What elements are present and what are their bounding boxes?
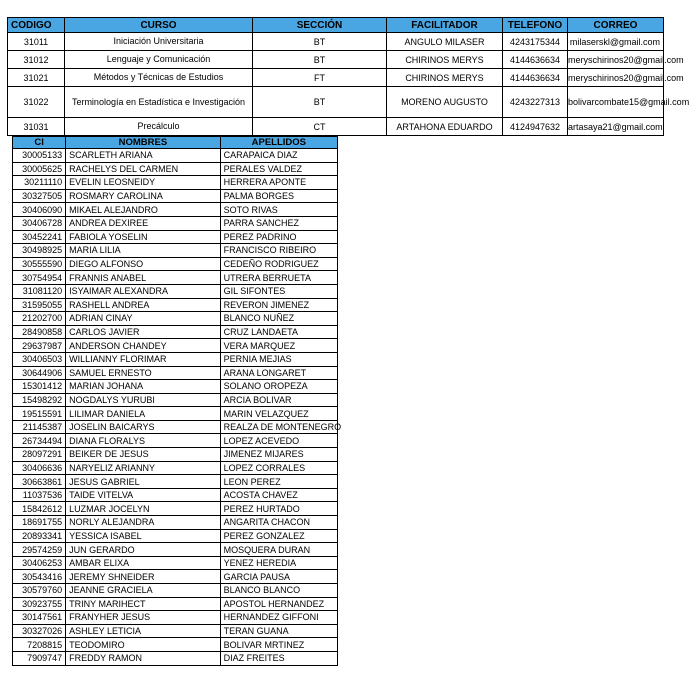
student-nombres: AMBAR ELIXA: [66, 556, 220, 570]
student-ci: 30406728: [13, 216, 66, 230]
student-row: [13, 461, 338, 475]
student-nombres: TRINY MARIHECT: [66, 597, 220, 611]
course-row: [8, 87, 664, 118]
student-apellidos: MARIN VELAZQUEZ: [220, 407, 337, 421]
student-ci: 18691755: [13, 516, 66, 530]
student-nombres: MIKAEL ALEJANDRO: [66, 203, 220, 217]
student-row: [13, 516, 338, 530]
student-nombres: TEODOMIRO: [66, 638, 220, 652]
student-row: [13, 556, 338, 570]
student-nombres: RASHELL ANDREA: [66, 298, 220, 312]
student-apellidos: CRUZ LANDAETA: [220, 325, 337, 339]
student-apellidos: HERRERA APONTE: [220, 176, 337, 190]
student-nombres: CARLOS JAVIER: [66, 325, 220, 339]
student-ci: 15498292: [13, 393, 66, 407]
course-seccion: BT: [253, 51, 387, 69]
student-apellidos: APOSTOL HERNANDEZ: [220, 597, 337, 611]
student-apellidos: FRANCISCO RIBEIRO: [220, 244, 337, 258]
student-nombres: NORLY ALEJANDRA: [66, 516, 220, 530]
student-nombres: SCARLETH ARIANA: [66, 149, 220, 163]
student-apellidos: SOTO RIVAS: [220, 203, 337, 217]
student-nombres: DIANA FLORALYS: [66, 434, 220, 448]
student-row: [13, 475, 338, 489]
course-codigo: 31031: [8, 118, 65, 136]
student-ci: 30663861: [13, 475, 66, 489]
student-row: [13, 271, 338, 285]
student-row: [13, 448, 338, 462]
course-codigo: 31021: [8, 69, 65, 87]
student-ci: 29637987: [13, 339, 66, 353]
student-nombres: FREDDY RAMON: [66, 651, 220, 665]
student-row: [13, 393, 338, 407]
student-nombres: MARIAN JOHANA: [66, 380, 220, 394]
student-nombres: JOSELIN BAICARYS: [66, 420, 220, 434]
student-nombres: RACHELYS DEL CARMEN: [66, 162, 220, 176]
student-nombres: FRANYHER JESUS: [66, 611, 220, 625]
student-apellidos: PERALES VALDEZ: [220, 162, 337, 176]
student-row: [13, 216, 338, 230]
student-row: [13, 298, 338, 312]
student-row: [13, 312, 338, 326]
course-correo: artasaya21@gmail.com: [568, 118, 664, 136]
student-ci: 30005133: [13, 149, 66, 163]
student-ci: 30543416: [13, 570, 66, 584]
student-apellidos: GIL SIFONTES: [220, 284, 337, 298]
student-row: [13, 149, 338, 163]
student-apellidos: CEDEÑO RODRIGUEZ: [220, 257, 337, 271]
header-telefono: TELEFONO: [503, 18, 568, 33]
student-nombres: SAMUEL ERNESTO: [66, 366, 220, 380]
student-apellidos: BLANCO BLANCO: [220, 584, 337, 598]
student-row: [13, 420, 338, 434]
course-telefono: 4144636634: [503, 51, 568, 69]
student-row: [13, 189, 338, 203]
student-row: [13, 230, 338, 244]
student-apellidos: ARCIA BOLIVAR: [220, 393, 337, 407]
student-apellidos: UTRERA BERRUETA: [220, 271, 337, 285]
student-row: [13, 638, 338, 652]
student-nombres: LUZMAR JOCELYN: [66, 502, 220, 516]
student-row: [13, 570, 338, 584]
student-row: [13, 488, 338, 502]
student-nombres: NOGDALYS YURUBI: [66, 393, 220, 407]
student-apellidos: PEREZ HURTADO: [220, 502, 337, 516]
student-ci: 30923755: [13, 597, 66, 611]
student-nombres: YESSICA ISABEL: [66, 529, 220, 543]
student-ci: 30406090: [13, 203, 66, 217]
header-seccion: SECCIÓN: [253, 18, 387, 33]
student-ci: 7909747: [13, 651, 66, 665]
course-telefono: 4243175344: [503, 33, 568, 51]
student-apellidos: HERNANDEZ GIFFONI: [220, 611, 337, 625]
student-row: [13, 366, 338, 380]
student-row: [13, 325, 338, 339]
course-header-row: [8, 18, 664, 33]
student-ci: 30406503: [13, 352, 66, 366]
course-curso: Precálculo: [65, 118, 253, 136]
student-apellidos: ANGARITA CHACON: [220, 516, 337, 530]
student-ci: 30644906: [13, 366, 66, 380]
course-correo: bolivarcombate15@gmail.com: [568, 87, 664, 118]
student-apellidos: PARRA SANCHEZ: [220, 216, 337, 230]
student-apellidos: MOSQUERA DURAN: [220, 543, 337, 557]
student-nombres: JEREMY SHNEIDER: [66, 570, 220, 584]
course-correo: milaserskl@gmail.com: [568, 33, 664, 51]
student-ci: 30005625: [13, 162, 66, 176]
student-nombres: FRANNIS ANABEL: [66, 271, 220, 285]
course-correo: meryschirinos20@gmail.com: [568, 69, 664, 87]
student-ci: 30147561: [13, 611, 66, 625]
student-nombres: ANDREA DEXIREE: [66, 216, 220, 230]
student-nombres: ADRIAN CINAY: [66, 312, 220, 326]
student-nombres: MARIA LILIA: [66, 244, 220, 258]
student-apellidos: PEREZ PADRINO: [220, 230, 337, 244]
student-apellidos: SOLANO OROPEZA: [220, 380, 337, 394]
student-nombres: ROSMARY CAROLINA: [66, 189, 220, 203]
student-row: [13, 624, 338, 638]
student-ci: 30555590: [13, 257, 66, 271]
student-apellidos: GARCIA PAUSA: [220, 570, 337, 584]
student-apellidos: BLANCO NUÑEZ: [220, 312, 337, 326]
student-row: [13, 651, 338, 665]
student-ci: 30406253: [13, 556, 66, 570]
student-ci: 31081120: [13, 284, 66, 298]
student-apellidos: ARANA LONGARET: [220, 366, 337, 380]
student-row: [13, 339, 338, 353]
course-facilitador: ANGULO MILASER: [387, 33, 503, 51]
student-ci: 30754954: [13, 271, 66, 285]
course-telefono: 4124947632: [503, 118, 568, 136]
header-apellidos: APELLIDOS: [220, 137, 337, 149]
student-row: [13, 543, 338, 557]
course-seccion: BT: [253, 87, 387, 118]
student-row: [13, 611, 338, 625]
student-nombres: FABIOLA YOSELIN: [66, 230, 220, 244]
student-ci: 28490858: [13, 325, 66, 339]
course-codigo: 31011: [8, 33, 65, 51]
student-ci: 19515591: [13, 407, 66, 421]
course-facilitador: MORENO AUGUSTO: [387, 87, 503, 118]
course-seccion: BT: [253, 33, 387, 51]
student-nombres: LILIMAR DANIELA: [66, 407, 220, 421]
course-correo: meryschirinos20@gmail.com: [568, 51, 664, 69]
course-table: [7, 17, 689, 136]
course-codigo: 31012: [8, 51, 65, 69]
student-ci: 29574259: [13, 543, 66, 557]
student-nombres: ANDERSON CHANDEY: [66, 339, 220, 353]
student-nombres: JEANNE GRACIELA: [66, 584, 220, 598]
student-row: [13, 434, 338, 448]
student-apellidos: PALMA BORGES: [220, 189, 337, 203]
student-apellidos: BOLIVAR MRTINEZ: [220, 638, 337, 652]
student-row: [13, 176, 338, 190]
header-facilitador: FACILITADOR: [387, 18, 503, 33]
student-ci: 30406636: [13, 461, 66, 475]
student-header-row: [13, 137, 338, 149]
student-row: [13, 502, 338, 516]
course-curso: Lenguaje y Comunicación: [65, 51, 253, 69]
student-ci: 7208815: [13, 638, 66, 652]
student-apellidos: LEON PEREZ: [220, 475, 337, 489]
student-table: [12, 136, 342, 666]
course-row: [8, 69, 664, 87]
student-row: [13, 529, 338, 543]
student-nombres: NARYELIZ ARIANNY: [66, 461, 220, 475]
student-nombres: TAIDE VITELVA: [66, 488, 220, 502]
student-apellidos: PEREZ GONZALEZ: [220, 529, 337, 543]
header-codigo: CODIGO: [8, 18, 65, 33]
student-ci: 28097291: [13, 448, 66, 462]
student-nombres: EVELIN LEOSNEIDY: [66, 176, 220, 190]
student-row: [13, 380, 338, 394]
student-ci: 21202700: [13, 312, 66, 326]
student-nombres: ISYAIMAR ALEXANDRA: [66, 284, 220, 298]
student-ci: 31595055: [13, 298, 66, 312]
student-nombres: JUN GERARDO: [66, 543, 220, 557]
student-row: [13, 257, 338, 271]
course-facilitador: ARTAHONA EDUARDO: [387, 118, 503, 136]
student-nombres: DIEGO ALFONSO: [66, 257, 220, 271]
student-apellidos: JIMENEZ MIJARES: [220, 448, 337, 462]
course-curso: Terminología en Estadística e Investigación: [65, 87, 253, 118]
student-ci: 20893341: [13, 529, 66, 543]
student-apellidos: ACOSTA CHAVEZ: [220, 488, 337, 502]
student-ci: 30579760: [13, 584, 66, 598]
student-ci: 15301412: [13, 380, 66, 394]
course-facilitador: CHIRINOS MERYS: [387, 69, 503, 87]
student-row: [13, 203, 338, 217]
course-curso: Métodos y Técnicas de Estudios: [65, 69, 253, 87]
student-ci: 11037536: [13, 488, 66, 502]
student-apellidos: PERNIA MEJIAS: [220, 352, 337, 366]
student-row: [13, 244, 338, 258]
student-nombres: ASHLEY LETICIA: [66, 624, 220, 638]
student-ci: 30327026: [13, 624, 66, 638]
student-apellidos: DIAZ FREITES: [220, 651, 337, 665]
student-nombres: WILLIANNY FLORIMAR: [66, 352, 220, 366]
course-row: [8, 33, 664, 51]
student-apellidos: REALZA DE MONTENEGRO: [220, 420, 337, 434]
student-apellidos: VERA MARQUEZ: [220, 339, 337, 353]
student-ci: 30327505: [13, 189, 66, 203]
header-correo: CORREO: [568, 18, 664, 33]
course-telefono: 4144636634: [503, 69, 568, 87]
student-ci: 26734494: [13, 434, 66, 448]
course-row: [8, 51, 664, 69]
student-apellidos: LOPEZ ACEVEDO: [220, 434, 337, 448]
student-ci: 30452241: [13, 230, 66, 244]
student-apellidos: TERAN GUANA: [220, 624, 337, 638]
student-ci: 15842612: [13, 502, 66, 516]
header-curso: CURSO: [65, 18, 253, 33]
course-seccion: CT: [253, 118, 387, 136]
student-row: [13, 162, 338, 176]
student-ci: 30211110: [13, 176, 66, 190]
student-apellidos: LOPEZ CORRALES: [220, 461, 337, 475]
student-row: [13, 284, 338, 298]
header-nombres: NOMBRES: [66, 137, 220, 149]
course-facilitador: CHIRINOS MERYS: [387, 51, 503, 69]
course-seccion: FT: [253, 69, 387, 87]
student-row: [13, 584, 338, 598]
header-ci: CI: [13, 137, 66, 149]
student-row: [13, 597, 338, 611]
student-row: [13, 352, 338, 366]
student-apellidos: YENEZ HEREDIA: [220, 556, 337, 570]
student-nombres: BEIKER DE JESUS: [66, 448, 220, 462]
course-curso: Iniciación Universitaria: [65, 33, 253, 51]
student-ci: 30498925: [13, 244, 66, 258]
student-row: [13, 407, 338, 421]
student-apellidos: CARAPAICA DIAZ: [220, 149, 337, 163]
student-ci: 21145387: [13, 420, 66, 434]
student-nombres: JESUS GABRIEL: [66, 475, 220, 489]
student-apellidos: REVERON JIMENEZ: [220, 298, 337, 312]
course-codigo: 31022: [8, 87, 65, 118]
course-row: [8, 118, 664, 136]
course-telefono: 4243227313: [503, 87, 568, 118]
